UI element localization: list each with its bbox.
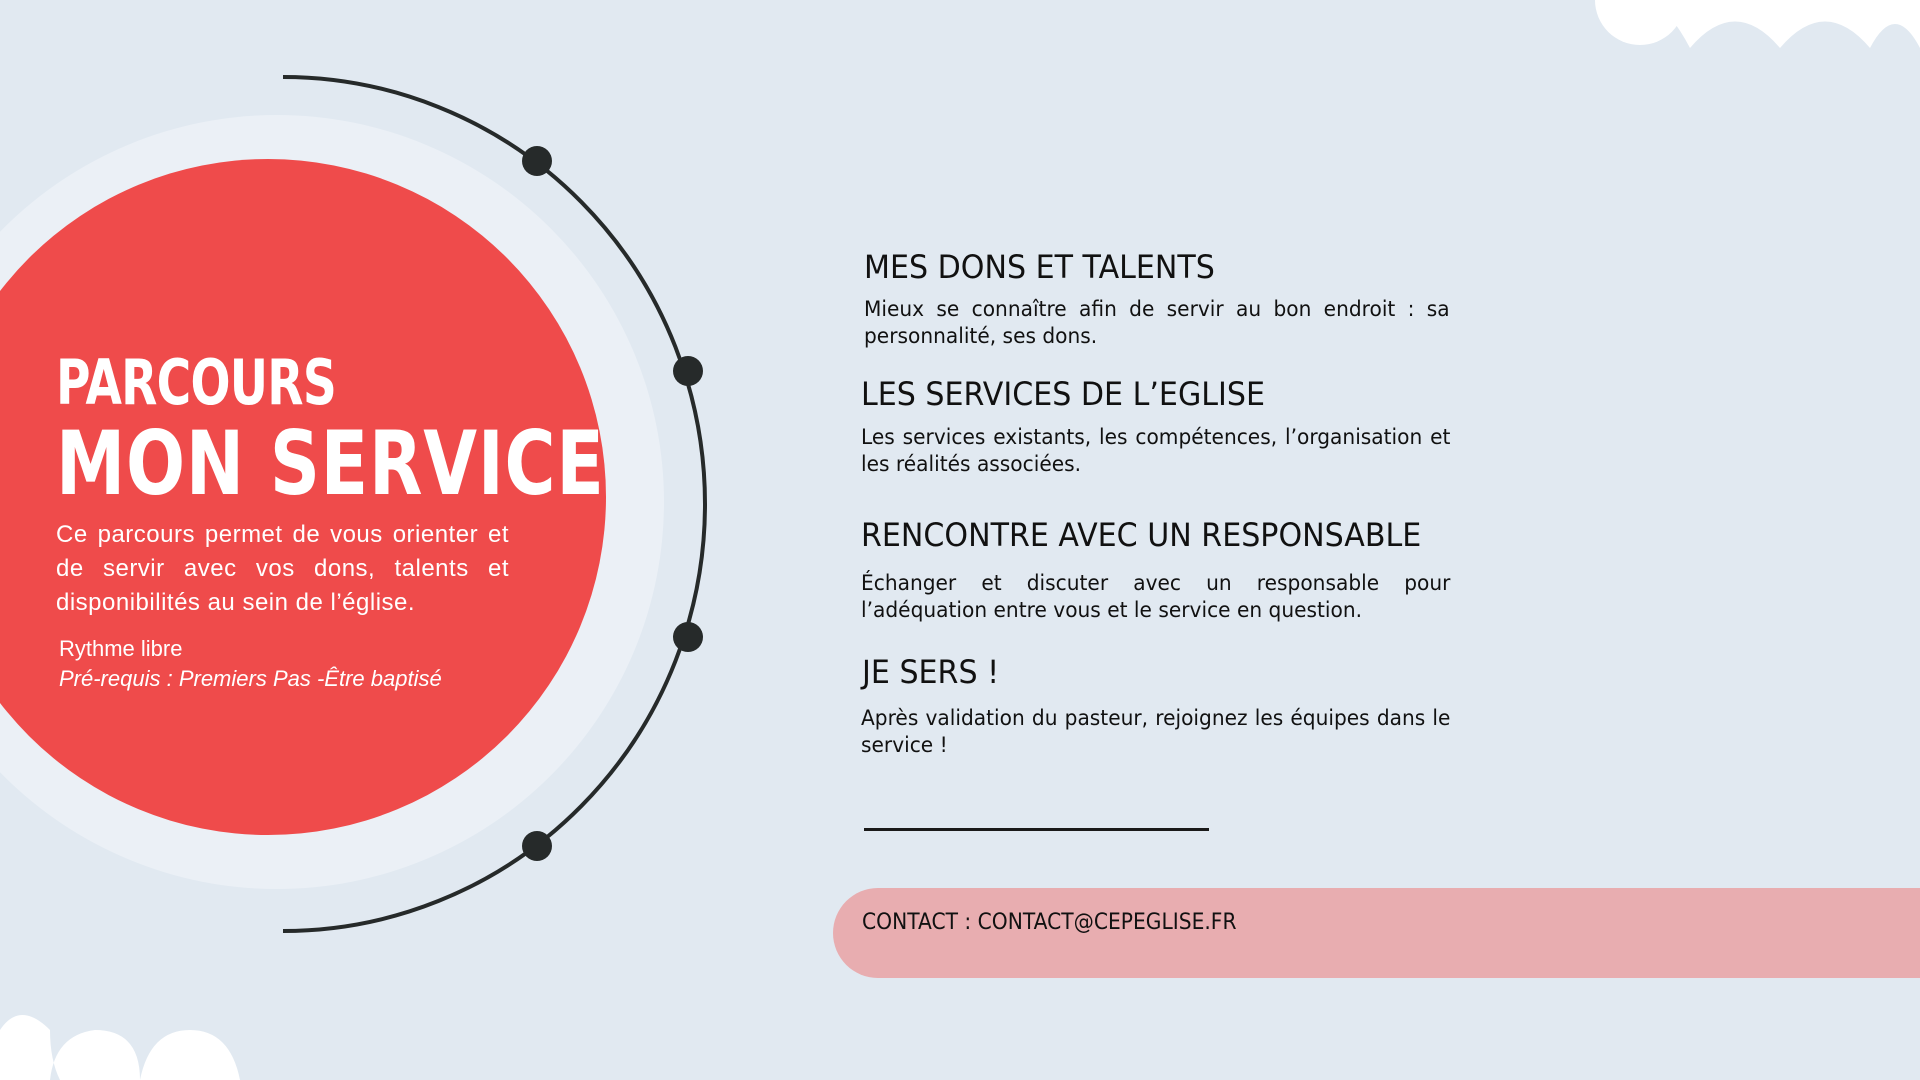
- step-3-title: RENCONTRE AVEC UN RESPONSABLE: [861, 516, 1422, 554]
- timeline-dot-1: [522, 146, 552, 176]
- step-2-title: LES SERVICES DE L’EGLISE: [861, 375, 1265, 413]
- timeline-dot-3: [673, 622, 703, 652]
- section-divider: [864, 828, 1209, 831]
- step-2-description: Les services existants, les compétences, l’organisation et les réalités associées.: [861, 425, 1451, 476]
- contact-email-link[interactable]: CONTACT : CONTACT@CEPEGLISE.FR: [862, 910, 1237, 935]
- hero-title-small: PARCOURS: [56, 346, 337, 419]
- step-3-description: Échanger et discuter avec un responsable pour l’adéquation entre vous et le service en question.: [861, 571, 1451, 622]
- step-1-description: Mieux se connaître afin de servir au bon endroit : sa personnalité, ses dons.: [864, 297, 1450, 348]
- hero-prerequisites: Pré-requis : Premiers Pas -Être baptisé: [59, 666, 442, 691]
- hero-rhythm: Rythme libre: [59, 636, 183, 661]
- timeline-dot-2: [673, 356, 703, 386]
- scallop-top-edge: [1640, 0, 1920, 48]
- scallop-bottom-edge: [0, 1015, 240, 1080]
- step-4-description: Après validation du pasteur, rejoignez les équipes dans le service !: [861, 706, 1451, 757]
- step-4-title: JE SERS !: [862, 653, 1000, 691]
- timeline-dot-4: [522, 831, 552, 861]
- hero-intro: Ce parcours permet de vous orienter et de servir avec vos dons, talents et disponibilités au sein de l’église.: [56, 521, 509, 616]
- step-1-title: MES DONS ET TALENTS: [864, 248, 1215, 286]
- hero-title-big: MON SERVICE: [56, 412, 605, 515]
